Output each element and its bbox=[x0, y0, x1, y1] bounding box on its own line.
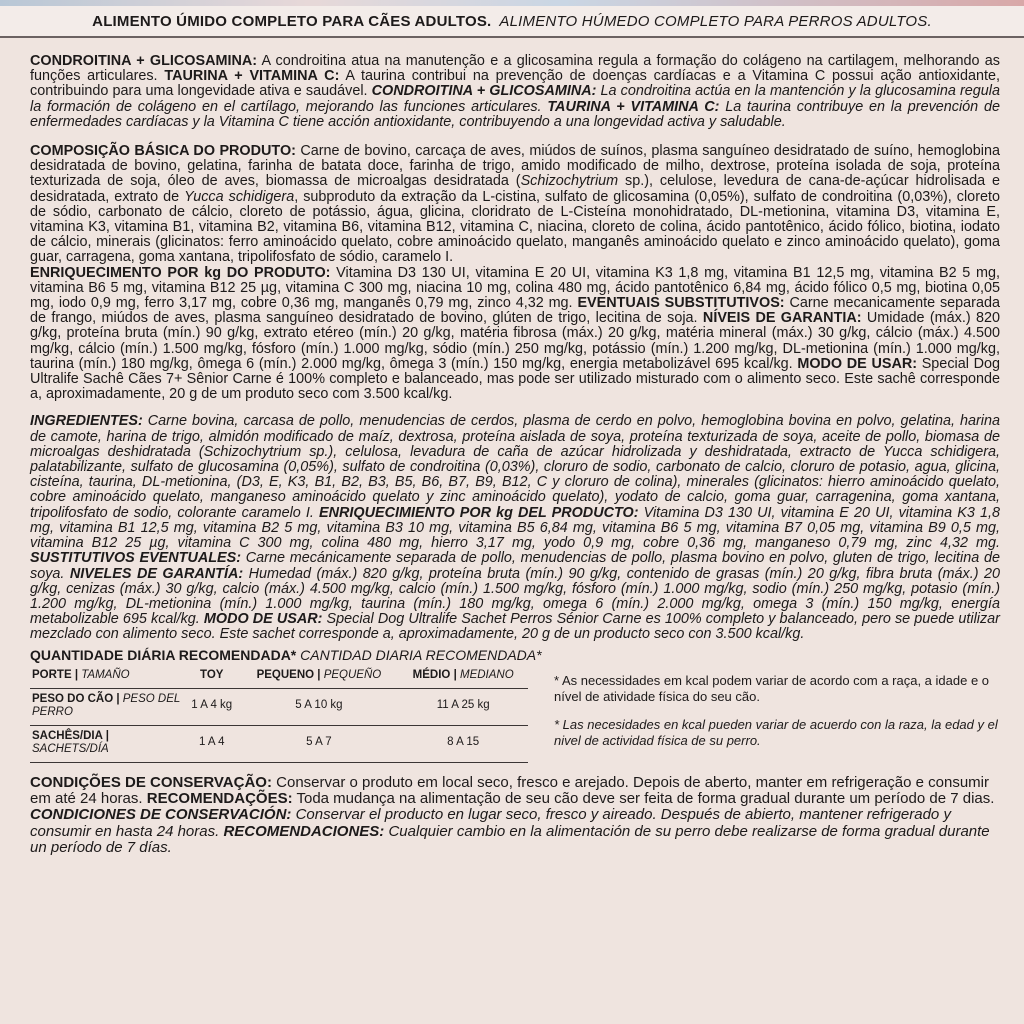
weight-label-es: PESO DEL PERRO bbox=[32, 692, 181, 718]
ingredients-text: Carne bovina, carcasa de pollo, menudencias de cerdos, plasma de cerdo en polvo, hemoglobina bovina en polvo, gelatina, harina de camote, harina de trigo, almidón modificado de maíz, dextrosa, proteína aislada de soya, proteína texturizada de soya, aceite de pollo, biomasa de microalgas deshidratada (Schizochytrium sp.), celulosa, levadura de caña de azúcar hidrolizada y deshidratada, extracto de Yucca schidigera, palatabilizante, sulfato de glucosamina (0,05%), sulfato de condroitina (0,03%), cloruro de sodio, carbonato de calcio, cloruro de potasio, agua, glicina, cisteína, taurina, DL-metionina, (D3, E, K3, B1, B2, B3, B5, B6, B7, B9, B12, C y cloruro de colina), minerales (glicinatos: hierro aminoácido quelato, cobre aminoácido quelato, manganeso aminoácido quelato y zinc aminoácido quelato), yodato de calcio, goma guar, carragenina, goma xantana, tripolifosfato de sodio, colorante caramelo I. bbox=[30, 413, 1000, 521]
taurine-text-pt: A taurina contribui na prevenção de doenças cardíacas e a Vitamina C possui ação antioxidante, contribuindo para uma longevidade ativa e saudável. bbox=[30, 68, 1001, 100]
conservation-heading-es: CONDICIONES DE CONSERVACIÓN: bbox=[30, 806, 292, 824]
weight-small: 5 A 10 kg bbox=[239, 688, 398, 725]
recommendations-text-pt: Toda mudança na alimentação de seu cão deve ser feita de forma gradual durante um período de 7 dias. bbox=[292, 789, 995, 807]
col-medium: MÉDIO | MEDIANO bbox=[398, 665, 528, 689]
daily-amount-table bbox=[30, 665, 528, 763]
chondroitin-heading-es: CONDROITINA + GLICOSAMINA: bbox=[371, 83, 597, 100]
label-content bbox=[30, 54, 1000, 857]
sachets-label-pt: SACHÊS/DIA bbox=[32, 729, 103, 742]
composition-text-2: sp.), celulose, levedura de cana-de-açúcar hidrolisada e desidratada, extrato de bbox=[30, 173, 1001, 205]
guarantee-heading-es: NIVELES DE GARANTÍA: bbox=[69, 565, 244, 582]
enrichment-text-es: Vitamina D3 130 UI, vitamina E 20 UI, vitamina K3 1,8 mg, vitamina B1 12,5 mg, vitamina B2 5 mg, vitamina B3 10 mg, vitamina B5 6,84 mg, vitamina B6 5 mg, vitamina B7 0,05 mg, vitamina B9 0,5 mg, vitamina B12 25 µg, vitamina C 300 mg, colina 480 mg, hierro 3,17 mg, yodo 0,9 mg, cobre 0,36 mg, manganeso 0,79 mg, zinc 4,32 mg. bbox=[30, 504, 1000, 552]
col-small-label-es: PEQUEÑO bbox=[323, 668, 382, 681]
col-medium-label-pt: MÉDIO bbox=[412, 668, 451, 681]
kcal-note-pt: * As necessidades em kcal podem variar de acordo com a raça, a idade e o nível de atividade física do seu cão. bbox=[554, 672, 990, 704]
weight-label-pt: PESO DO CÃO bbox=[32, 692, 114, 705]
enrichment-heading-pt: ENRIQUECIMENTO POR kg DO PRODUTO: bbox=[30, 264, 331, 281]
daily-amount-title-pt: QUANTIDADE DIÁRIA RECOMENDADA* bbox=[30, 646, 297, 663]
daily-amount-title bbox=[30, 647, 1000, 663]
chondroitin-text-pt: A condroitina atua na manutenção e a glicosamina regula a formação do colágeno na cartilagem, melhorando as funções articulares. bbox=[30, 53, 1000, 85]
chondroitin-heading-pt: CONDROITINA + GLICOSAMINA: bbox=[30, 53, 258, 69]
substitutes-heading-pt: EVENTUAIS SUBSTITUTIVOS: bbox=[577, 295, 785, 312]
sachets-small: 5 A 7 bbox=[239, 725, 398, 762]
substitutes-text-pt: Carne mecanicamente separada de frango, miúdos de aves, plasma sanguíneo desidratado de bovino, glúten de trigo, lecitina de soja. bbox=[30, 295, 1000, 327]
conservation-pt-paragraph bbox=[30, 775, 1000, 808]
recommendations-text-es: Cualquier cambio en la alimentación de su perro debe realizarse de forma gradual durante un período de 7 días. bbox=[30, 822, 990, 857]
col-toy-label: TOY bbox=[200, 668, 224, 681]
enrichment-text-pt: Vitamina D3 130 UI, vitamina E 20 UI, vitamina K3 1,8 mg, vitamina B1 12,5 mg, vitamina B2 5 mg, vitamina B6 5 mg, vitamina B12 25 µg, vitamina C 300 mg, niacina 10 mg, colina 480 mg, ácido pantotênico 6,84 mg, ácido fólico 0,5 mg, biotina 0,05 mg, iodo 0,9 mg, ferro 3,17 mg, cobre 0,36 mg, manganês 0,79 mg, zinco 4,32 mg. bbox=[30, 264, 1000, 312]
composition-italic-2: Yucca schidigera bbox=[184, 188, 295, 205]
table-row bbox=[30, 688, 528, 725]
guarantee-heading-pt: NÍVEIS DE GARANTIA: bbox=[702, 310, 862, 327]
col-medium-label-es: MEDIANO bbox=[459, 668, 514, 681]
sachets-toy: 1 A 4 bbox=[184, 725, 239, 762]
weight-toy: 1 A 4 kg bbox=[184, 688, 239, 725]
substitutes-text-es: Carne mecánicamente separada de pollo, menudencias de pollo, plasma bovino en polvo, gluten de trigo, lecitina de soya. bbox=[30, 550, 1001, 582]
col-toy bbox=[184, 665, 239, 689]
composition-heading: COMPOSIÇÃO BÁSICA DO PRODUTO: bbox=[30, 143, 296, 160]
conservation-text-pt: Conservar o produto em local seco, fresco e arejado. Depois de aberto, manter em refrigeração e consumir em até 24 horas. bbox=[30, 773, 990, 807]
sachets-medium: 8 A 15 bbox=[398, 725, 528, 762]
recommendations-heading-es: RECOMENDACIONES: bbox=[223, 822, 385, 840]
taurine-heading-es: TAURINA + VITAMINA C: bbox=[547, 98, 720, 115]
composition-italic-1: Schizochytrium bbox=[520, 173, 619, 190]
chondroitin-paragraph bbox=[30, 54, 1000, 130]
sachets-label-es: SACHETS/DÍA bbox=[32, 742, 109, 755]
table-header-row bbox=[30, 665, 528, 689]
weight-label: PESO DO CÃO | PESO DEL PERRO bbox=[30, 688, 184, 725]
recommendations-heading-pt: RECOMENDAÇÕES: bbox=[146, 789, 293, 807]
composition-text-1: Carne de bovino, carcaça de aves, miúdos de suínos, plasma sanguíneo desidratado de suíno, hemoglobina desidratada de bovino, gelatina, farinha de batata doce, farinha de trigo, amido modificado de milho, dextrose, proteína isolada de soja, proteína texturizada de soja, óleo de aves, biomassa de microalgas desidratada ( bbox=[30, 143, 1000, 190]
conservation-es-paragraph bbox=[30, 807, 1000, 856]
ingredients-paragraph bbox=[30, 414, 1000, 642]
kcal-note-es: * Las necesidades en kcal pueden variar de acuerdo con la raza, la edad y el nivel de actividad física de su perro. bbox=[554, 716, 998, 748]
daily-amount-section bbox=[30, 663, 1000, 775]
usage-heading-pt: MODO DE USAR: bbox=[797, 355, 918, 372]
col-small: PEQUENO | PEQUEÑO bbox=[239, 665, 398, 689]
label-header bbox=[0, 6, 1024, 38]
taurine-heading-pt: TAURINA + VITAMINA C: bbox=[164, 68, 340, 85]
guarantee-text-es: Humedad (máx.) 820 g/kg, proteína bruta (mín.) 90 g/kg, contenido de grasas (mín.) 20 g/kg, fibra bruta (máx.) 20 g/kg, cenizas (máx.) 30 g/kg, calcio (máx.) 4.500 mg/kg, calcio (mín.) 1.500 mg/kg, fósforo (mín.) 1.000 mg/kg, sodio (mín.) 250 mg/kg, potasio (mín.) 1.200 mg/kg, DL-metionina (mín.) 1.000 mg/kg, taurina (mín.) 180 mg/kg, omega 6 (mín.) 2.000 mg/kg, omega 3 (mín.) 150 mg/kg, energía metabolizable 695 kcal/kg. bbox=[30, 565, 1000, 628]
composition-paragraph bbox=[30, 144, 1000, 402]
sachets-label: SACHÊS/DIA | SACHETS/DÍA bbox=[30, 725, 184, 762]
conservation-heading-pt: CONDIÇÕES DE CONSERVAÇÃO: bbox=[30, 773, 272, 791]
composition-text-3: , subproduto da extração da L-cistina, sulfato de glicosamina (0,05%), sulfato de condroitina (0,03%), cloreto de sódio, carbonato de cálcio, cloreto de potássio, água, glicina, cloridrato de L-Cisteína monohidratado, DL-metionina, vitamina D3, vitamina E, vitamina K3, vitamina B1, vitamina B2, vitamina B6, vitamina B12, vitamina C, niacina, cloreto de colina, ácido pantotênico, ácido fólico, biotina, iodato de cálcio, minerais (glicinatos: ferro aminoácido quelato, cobre aminoácido quelato, manganês aminoácido quelato e zinco aminoácido quelato), goma guar, carragena, goma xantana, tripolifosfato de sódio, caramelo I. bbox=[30, 188, 1000, 266]
table-row bbox=[30, 725, 528, 762]
ingredients-heading: INGREDIENTES: bbox=[30, 413, 143, 430]
size-header-es: TAMAÑO bbox=[81, 668, 130, 681]
guarantee-text-pt: Umidade (máx.) 820 g/kg, proteína bruta (mín.) 90 g/kg, extrato etéreo (mín.) 20 g/kg, matéria fibrosa (máx.) 20 g/kg, matéria mineral (máx.) 30 g/kg, cálcio (máx.) 4.500 mg/kg, cálcio (mín.) 1.500 mg/kg, fósforo (mín.) 1.000 mg/kg, sódio (mín.) 250 mg/kg, potássio (mín.) 1.200 mg/kg, DL-metionina (mín.) 1.000 mg/kg, taurina (mín.) 180 mg/kg, ômega 6 (mín.) 2.000 mg/kg, ômega 3 (mín.) 150 mg/kg, energia metabolizável 695 kcal/kg. bbox=[30, 310, 1000, 372]
header-title-pt: ALIMENTO ÚMIDO COMPLETO PARA CÃES ADULTOS. bbox=[92, 12, 492, 30]
enrichment-heading-es: ENRIQUECIMIENTO POR kg DEL PRODUCTO: bbox=[319, 504, 639, 521]
conservation-text-es: Conservar el producto en lugar seco, fresco y aireado. Después de abierto, mantener refrigerado y consumir en hasta 24 horas. bbox=[30, 806, 951, 840]
daily-amount-title-es: CANTIDAD DIARIA RECOMENDADA* bbox=[296, 646, 542, 663]
size-header: PORTE | TAMAÑO bbox=[30, 665, 184, 689]
usage-text-es: Special Dog Ultralife Sachet Perros Sénior Carne es 100% completo y balanceado, pero se puede utilizar mezclado con alimento seco. Este sachet corresponde a, aproximadamente, 20 g de un producto seco con 3.500 kcal/kg. bbox=[30, 611, 1000, 643]
col-small-label-pt: PEQUENO bbox=[256, 668, 315, 681]
weight-medium: 11 A 25 kg bbox=[398, 688, 528, 725]
usage-text-pt: Special Dog Ultralife Sachê Cães 7+ Sênior Carne é 100% completo e balanceado, mas pode ser utilizado misturado com o alimento seco. Este sachê corresponde a, aproximadamente, 20 g de um produto seco com 3.500 kcal/kg. bbox=[30, 355, 1000, 403]
header-title-es: ALIMENTO HÚMEDO COMPLETO PARA PERROS ADULTOS. bbox=[499, 12, 932, 30]
substitutes-heading-es: SUSTITUTIVOS EVENTUALES: bbox=[30, 550, 242, 567]
chondroitin-text-es: La condroitina actúa en la mantención y la glucosamina regula la formación de colágeno en el cartílago, mejorando las funciones articulares. bbox=[30, 83, 1001, 115]
taurine-text-es: La taurina contribuye en la prevención de enfermedades cardíacas y la Vitamina C tiene acción antioxidante, contribuyendo a una longevidad activa y saludable. bbox=[30, 98, 1000, 130]
usage-heading-es: MODO DE USAR: bbox=[203, 611, 323, 628]
kcal-notes bbox=[554, 673, 1004, 749]
size-header-pt: PORTE bbox=[32, 668, 72, 681]
